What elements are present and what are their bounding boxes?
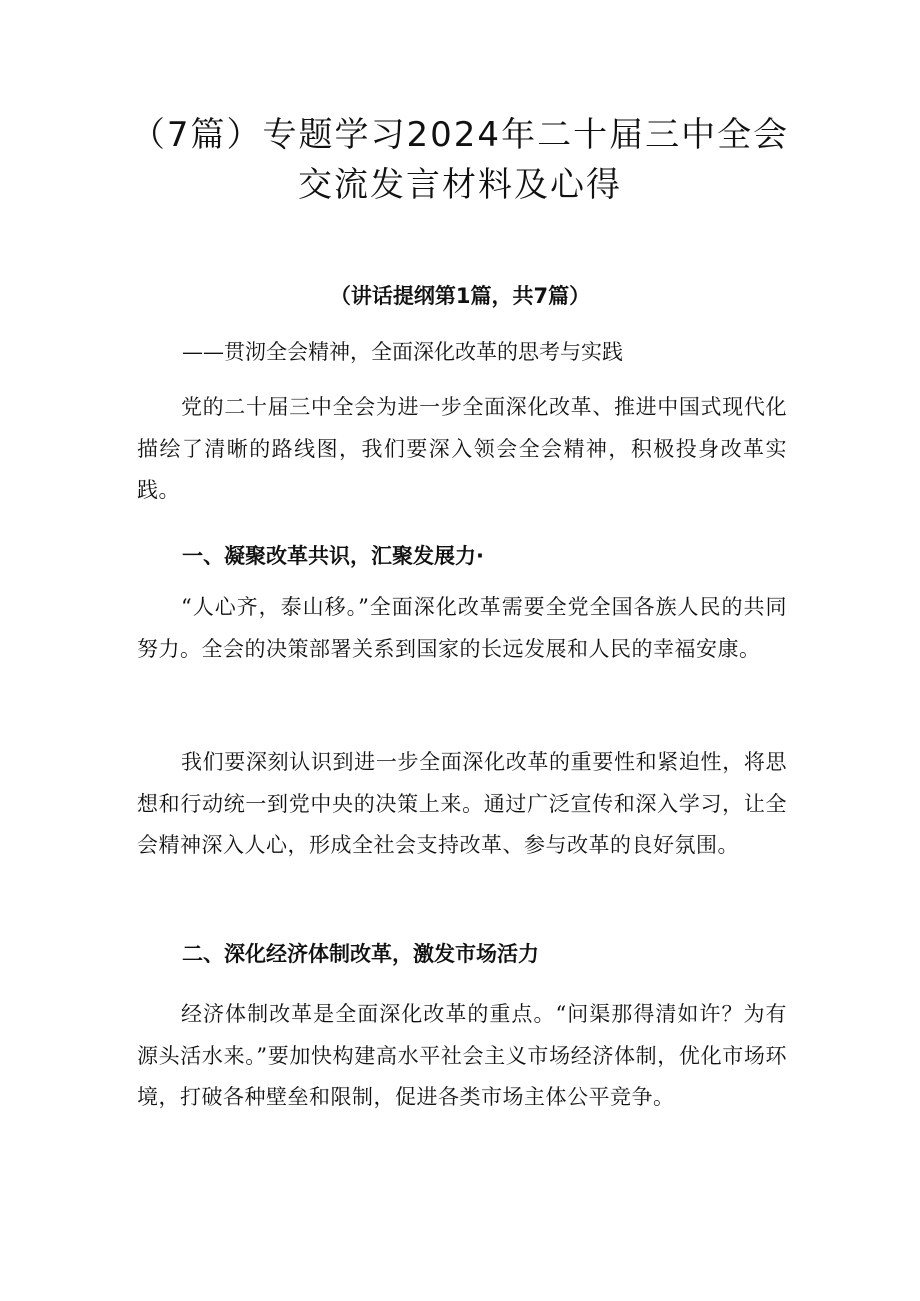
paragraph-section1-b: 我们要深刻认识到进一步全面深化改革的重要性和紧迫性，将思想和行动统一到党中央的决策上来。通过广泛宣传和深入学习，让全会精神深入人心，形成全社会支持改革、参与改革的良好氛围。 xyxy=(137,750,787,857)
document-title-line1: （7篇）专题学习2024年二十届三中全会 xyxy=(130,115,790,155)
document-title-line2: 交流发言材料及心得 xyxy=(298,165,622,205)
section-heading-2: 二、深化经济体制改革，激发市场活力 xyxy=(182,942,539,966)
document-theme-line: ——贯沏全会精神，全面深化改革的思考与实践 xyxy=(182,340,623,364)
document-subtitle: （讲话提纲第1篇，共7篇） xyxy=(329,284,591,308)
paragraph-section1-a: “人心齐，泰山移。”全面深化改革需要全党全国各族人民的共同努力。全会的决策部署关系到国家的长远发展和人民的幸福安康。 xyxy=(137,595,787,661)
section-heading-1: 一、凝聚改革共识，汇聚发展力· xyxy=(182,544,484,568)
paragraph-intro: 党的二十届三中全会为进一步全面深化改革、推进中国式现代化描绘了清晰的路线图，我们要深入领会全会精神，积极投身改革实践。 xyxy=(137,395,787,502)
paragraph-section2-a: 经济体制改革是全面深化改革的重点。“问渠那得清如许？为有源头活水来。”要加快构建高水平社会主义市场经济体制，优化市场环境，打破各种壁垒和限制，促进各类市场主体公平竞争。 xyxy=(137,1002,787,1109)
